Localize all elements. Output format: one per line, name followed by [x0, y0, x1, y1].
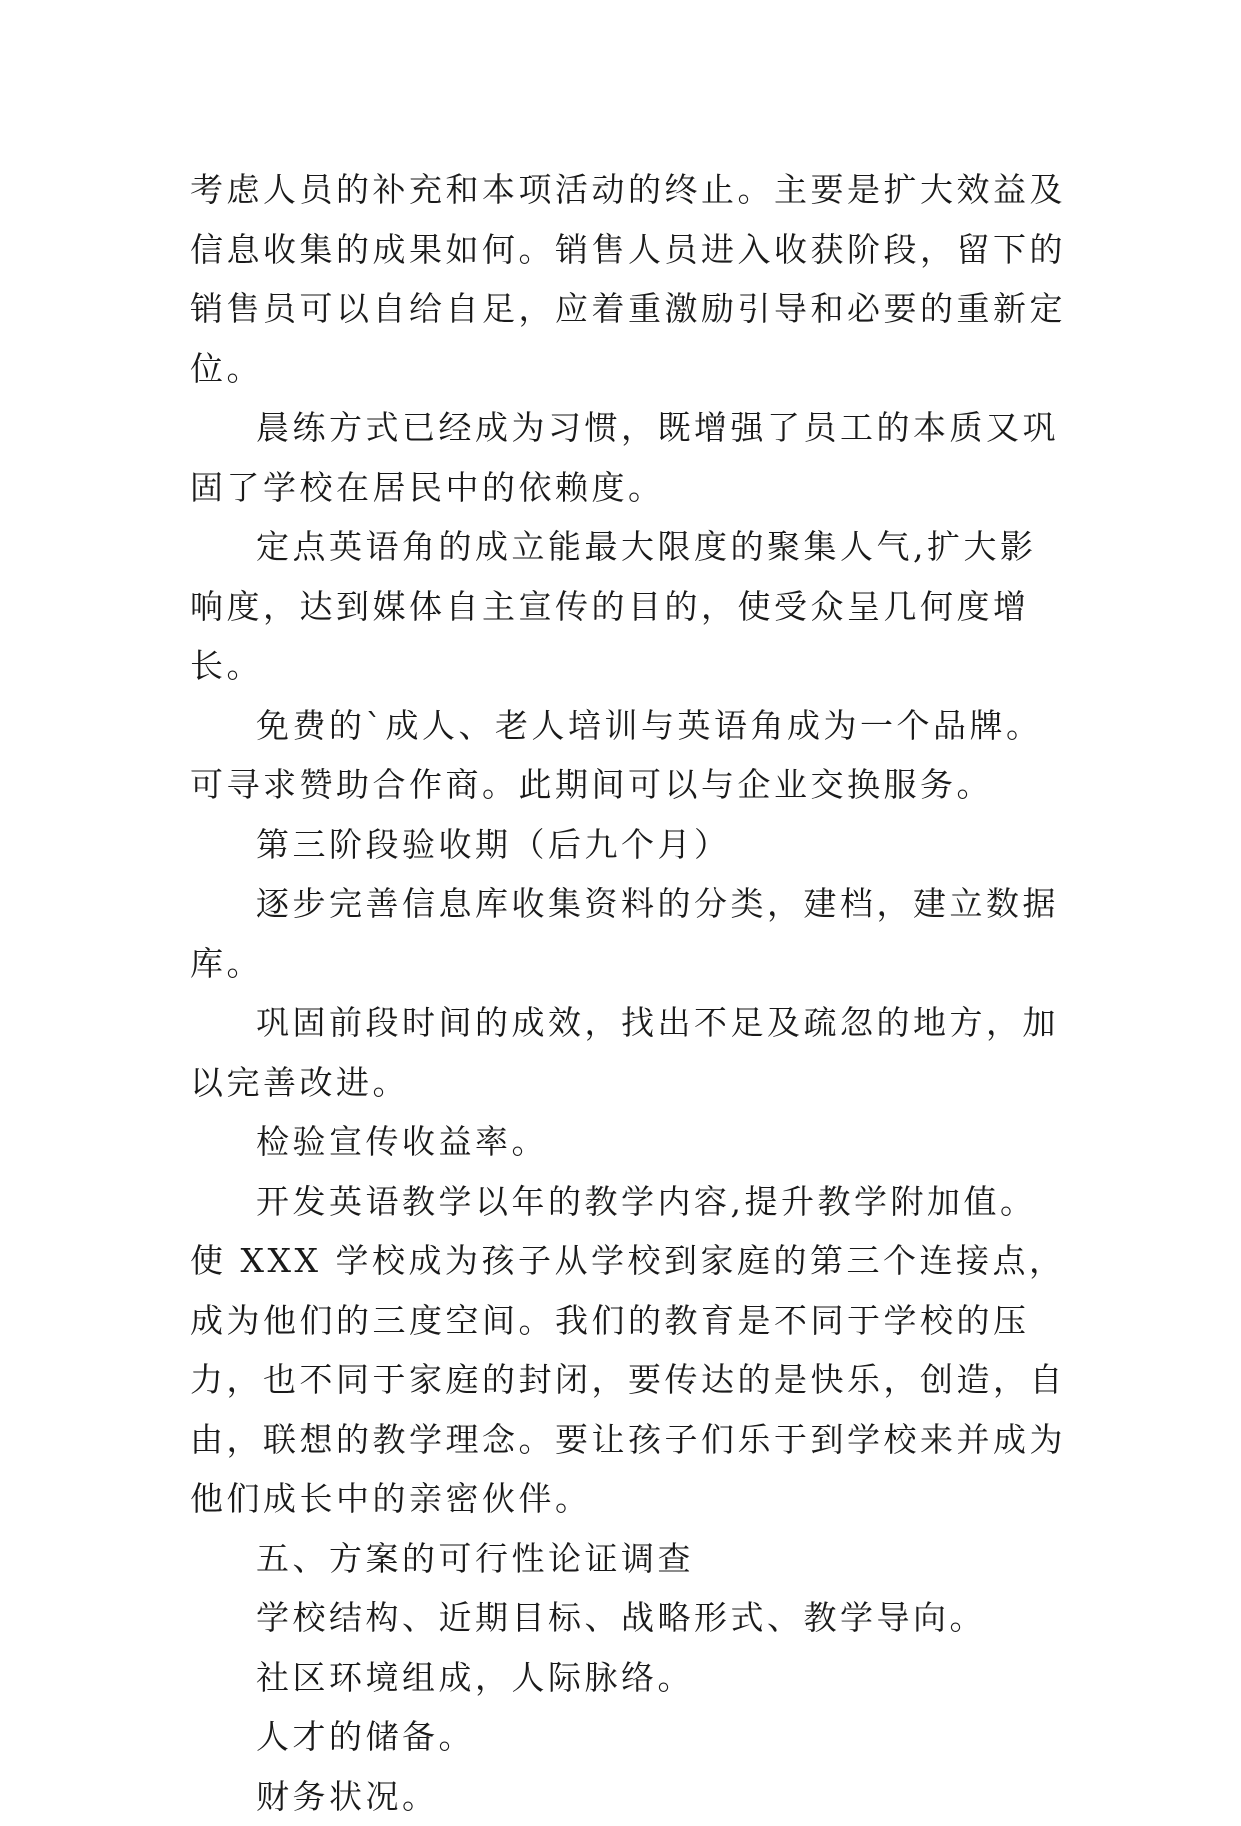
- list-item-finance: 财务状况。: [190, 1767, 1070, 1826]
- heading-phase-three: 第三阶段验收期（后九个月）: [190, 815, 1070, 875]
- document-body: [190, 160, 1070, 1826]
- paragraph-check-returns: 检验宣传收益率。: [190, 1112, 1070, 1172]
- heading-feasibility: 五、方案的可行性论证调查: [190, 1529, 1070, 1589]
- paragraph-morning-exercise: 晨练方式已经成为习惯，既增强了员工的本质又巩固了学校在居民中的依赖度。: [190, 398, 1070, 517]
- paragraph-database: 逐步完善信息库收集资料的分类，建档，建立数据库。: [190, 874, 1070, 993]
- list-item-community: 社区环境组成，人际脉络。: [190, 1648, 1070, 1708]
- list-item-school-structure: 学校结构、近期目标、战略形式、教学导向。: [190, 1588, 1070, 1648]
- paragraph-free-training: 免费的`成人、老人培训与英语角成为一个品牌。可寻求赞助合作商。此期间可以与企业交换服务。: [190, 696, 1070, 815]
- paragraph-continuation: 考虑人员的补充和本项活动的终止。主要是扩大效益及信息收集的成果如何。销售人员进入收获阶段，留下的销售员可以自给自足，应着重激励引导和必要的重新定位。: [190, 160, 1070, 398]
- paragraph-teaching-content: 开发英语教学以年的教学内容,提升教学附加值。使 XXX 学校成为孩子从学校到家庭的第三个连接点，成为他们的三度空间。我们的教育是不同于学校的压力，也不同于家庭的封闭，要传达的是快乐，创造，自由，联想的教学理念。要让孩子们乐于到学校来并成为他们成长中的亲密伙伴。: [190, 1172, 1070, 1529]
- paragraph-english-corner: 定点英语角的成立能最大限度的聚集人气,扩大影响度，达到媒体自主宣传的目的，使受众呈几何度增长。: [190, 517, 1070, 696]
- list-item-talent: 人才的储备。: [190, 1707, 1070, 1767]
- paragraph-consolidate: 巩固前段时间的成效，找出不足及疏忽的地方，加以完善改进。: [190, 993, 1070, 1112]
